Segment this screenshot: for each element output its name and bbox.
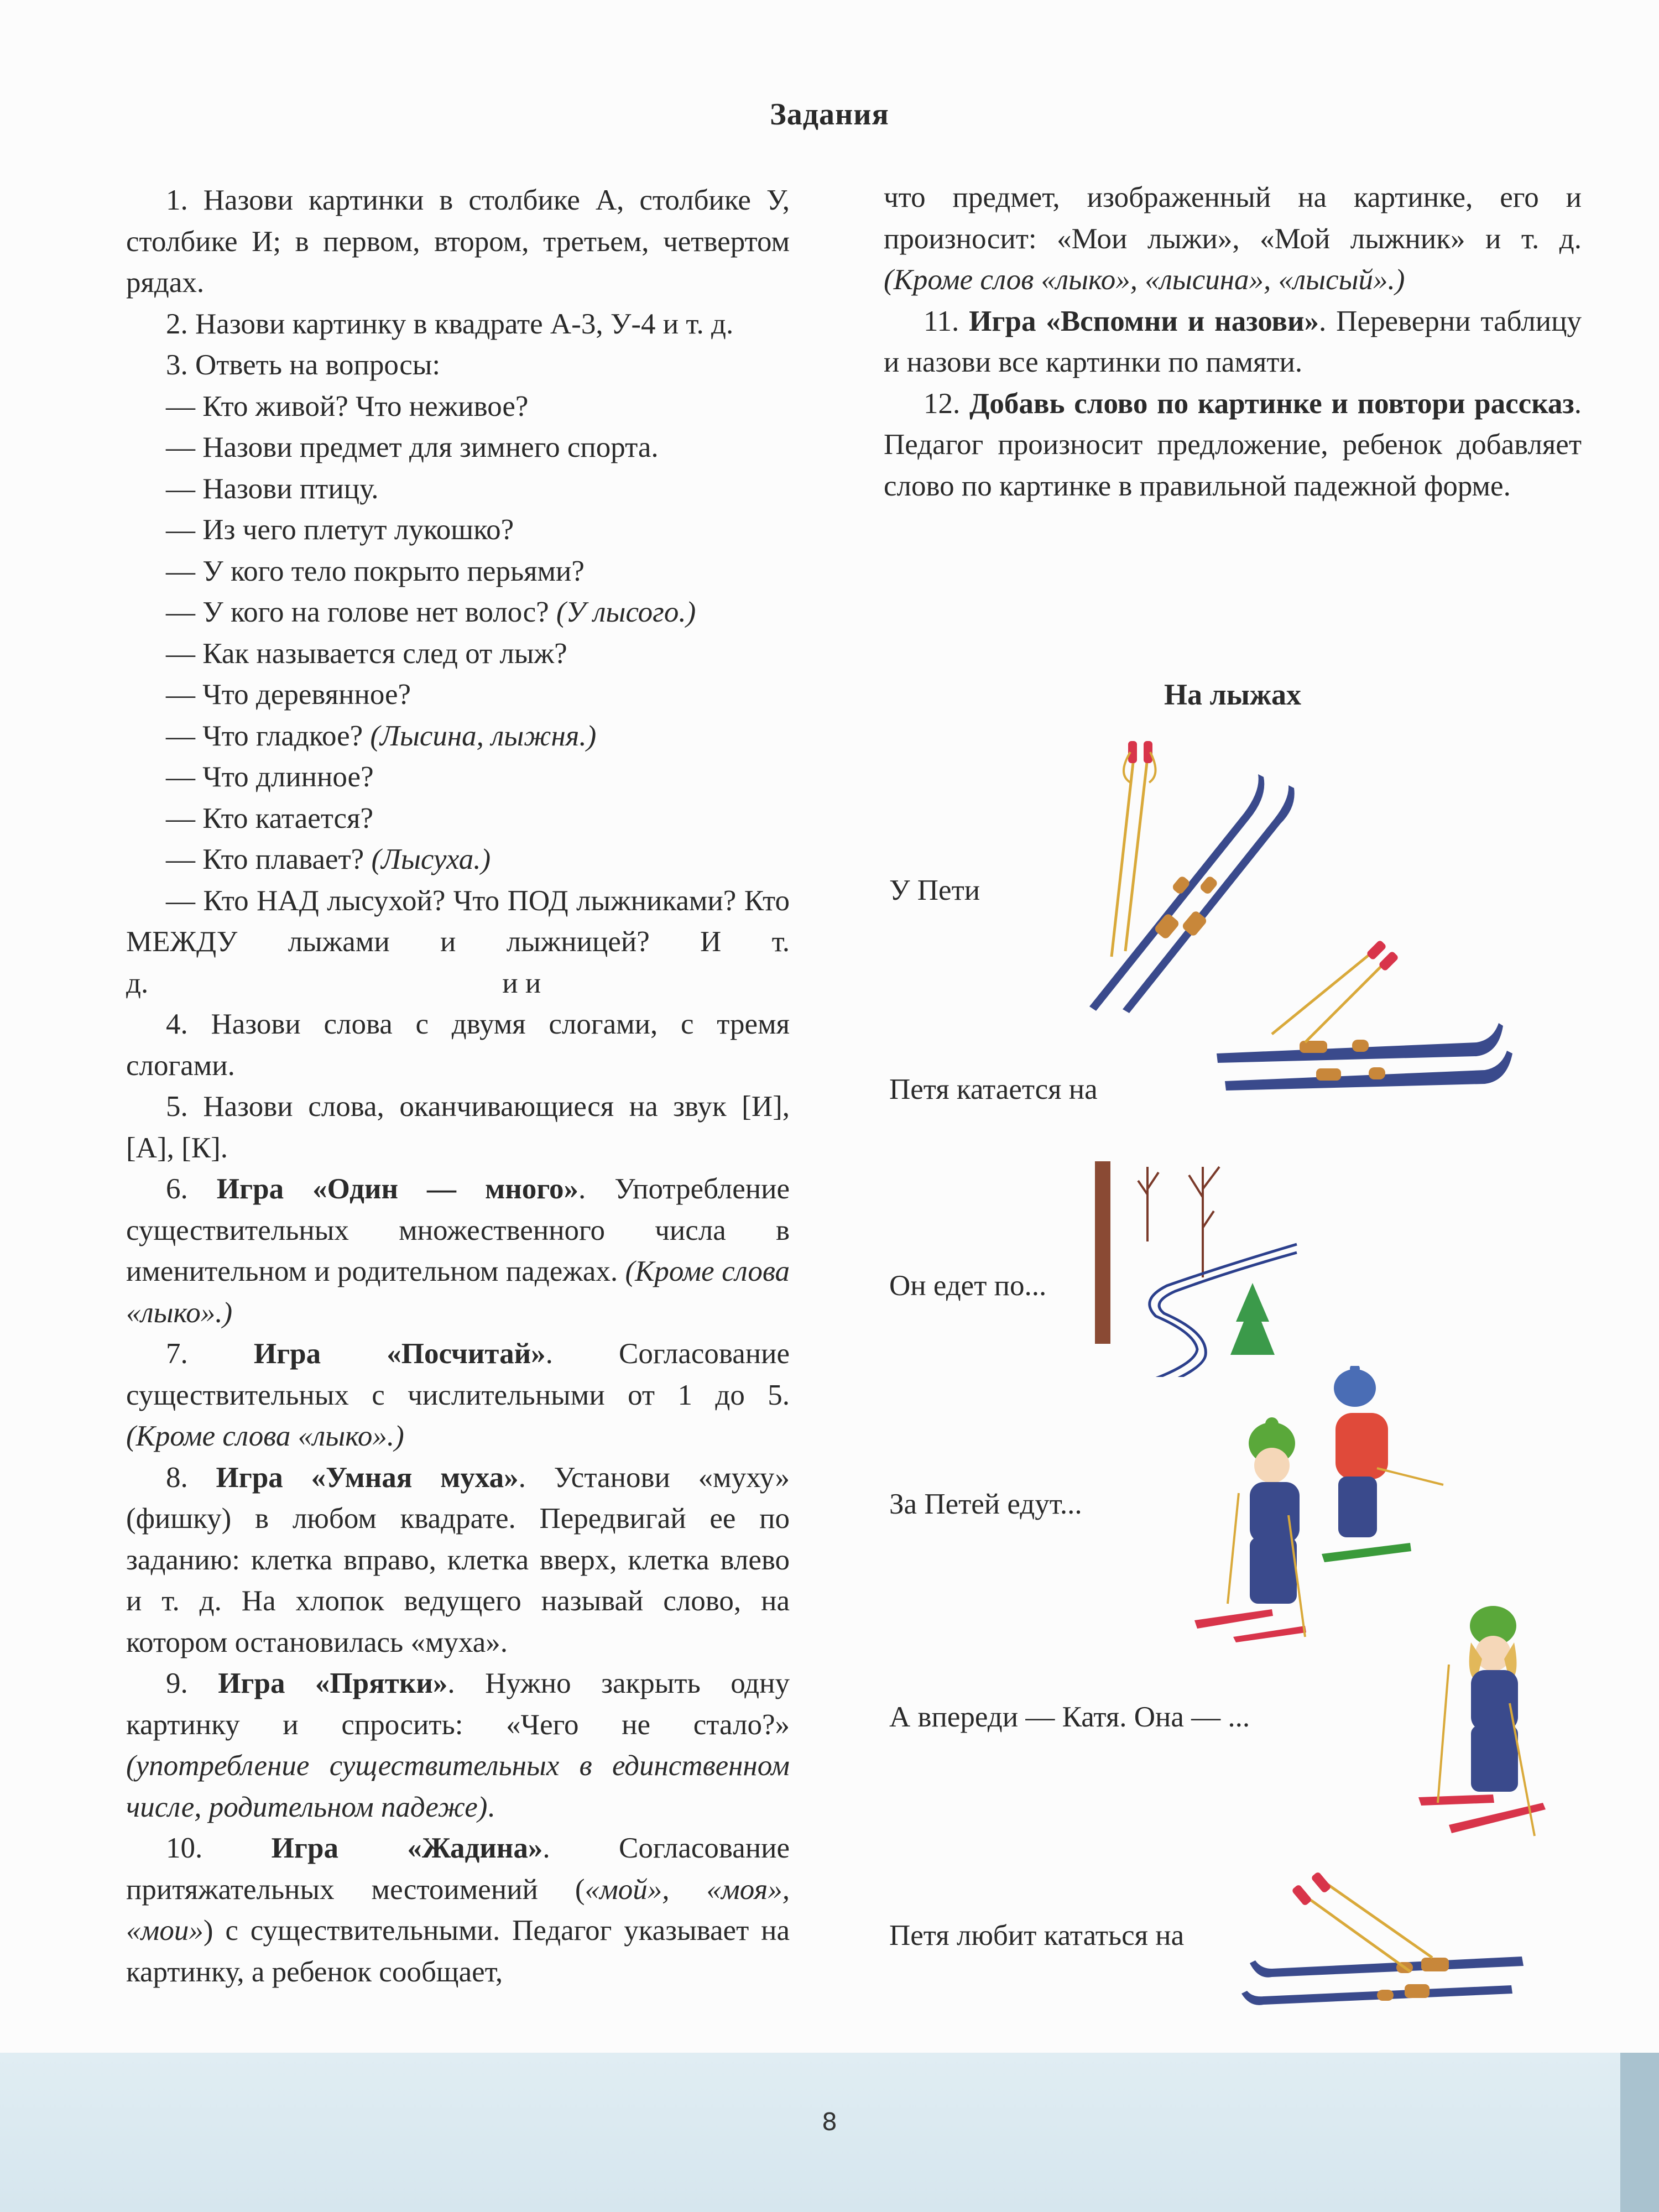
task-text: . Нужно закрыть одну картинку и спросить: «Чего не стало?» (126, 1667, 790, 1741)
task-number: 9. (166, 1667, 188, 1699)
answer-hint: (Лысина, лыжня.) (370, 719, 597, 752)
question: — Что деревянное? (166, 679, 411, 711)
task-text: что предмет, изображенный на картинке, его и произносит: «Мои лыжи», «Мой лыжник» и т. д. (884, 181, 1582, 255)
game-name: Игра «Посчитай» (253, 1338, 546, 1370)
task-text: . Согласование существительных с числительными от 1 до 5. (126, 1338, 790, 1411)
task-5: 5. Назови слова, оканчивающиеся на звук [И], [А], [К]. (126, 1091, 790, 1164)
ski-pole-icon (1291, 1871, 1432, 1971)
task-9 (126, 1663, 790, 1828)
girl-skier-picture (1416, 1604, 1559, 1847)
skis-and-poles-picture (1239, 1869, 1526, 2013)
ski-icon (1217, 1023, 1512, 1091)
task-3: 3. Ответь на вопросы: (166, 349, 441, 381)
ski-track-picture (1084, 1150, 1305, 1377)
question-text: — Кто НАД лысухой? Что ПОД лыжниками? Кто МЕЖДУ лыжами и лыжницей? И т. д. (126, 884, 790, 999)
task-note: (Кроме слов «лыко», «лысина», «лысый».) (884, 264, 1405, 296)
story-line: У Пети (889, 874, 980, 906)
game-name: Игра «Один — много» (216, 1173, 578, 1205)
question (126, 880, 790, 1004)
question-text: — Что гладкое? (166, 719, 363, 752)
bare-tree-icon (1138, 1167, 1219, 1277)
task-note: (Кроме слова «лыко».) (126, 1255, 790, 1329)
task-8 (126, 1457, 790, 1663)
skis-and-poles-picture (1211, 935, 1521, 1100)
game-name: Игра «Вспомни и назови» (969, 305, 1319, 337)
task-4: 4. Назови слова с двумя слогами, с тремя слогами. (126, 1008, 790, 1082)
question: — Кто живой? Что неживое? (166, 390, 529, 422)
question: — Назови птицу. (166, 472, 379, 505)
task-text: . Установи «муху» (фишку) в любом квадрате. Передвигай ее по заданию: клетка вправо, клетка вверх, клетка влево и т. д. На хлопок ведущего называй слово, на котором остановилась «муха». (126, 1461, 790, 1658)
task-text: . Согласование притяжательных местоимений ( (126, 1832, 790, 1906)
girl-skier-icon (1418, 1606, 1546, 1836)
ski-pole-icon (1112, 741, 1156, 957)
ski-track-icon (1089, 1244, 1297, 1377)
two-skiers-picture (1189, 1366, 1454, 1642)
tree-trunk-icon (1095, 1161, 1110, 1344)
answer-hint: (Лысуха.) (371, 843, 491, 875)
story-title: На лыжах (1164, 678, 1302, 711)
task-text: . Переверни таблицу и назови все картинки по памяти. (884, 305, 1582, 378)
task-2: 2. Назови картинку в квадрате А-3, У-4 и т. д. (166, 307, 734, 340)
question: — У кого тело покрыто перьями? (166, 555, 585, 587)
story-line: Он едет по... (889, 1270, 1047, 1302)
girl-skier-icon (1194, 1417, 1306, 1642)
task-6 (126, 1168, 790, 1333)
story-line: Петя катается на (889, 1073, 1098, 1105)
right-column (884, 177, 1582, 507)
task-12 (884, 383, 1582, 507)
boy-skier-icon (1322, 1366, 1443, 1562)
left-column (126, 180, 790, 1992)
story-line: За Петей едут... (889, 1488, 1082, 1520)
punctuation: . (487, 1791, 495, 1823)
task-number: 11. (924, 305, 959, 337)
question: — Из чего плетут лукошко? (166, 514, 514, 546)
game-name: Игра «Прятки» (218, 1667, 448, 1699)
task-text: . Педагог произносит предложение, ребенок добавляет слово по картинке в правильной падежной форме. (884, 387, 1582, 502)
task-note: (Кроме слова «лыко».) (126, 1420, 404, 1452)
task-number: 6. (166, 1173, 188, 1205)
question (126, 592, 790, 633)
task-10-continued (884, 177, 1582, 301)
task-text: ) с существительными. Педагог указывает на картинку, а ребенок сообщает, (126, 1914, 790, 1988)
story-line: Петя любит кататься на (889, 1919, 1185, 1952)
game-name: Добавь слово по картинке и повтори рассказ (969, 387, 1574, 420)
question (126, 716, 790, 757)
task-number: 10. (166, 1832, 203, 1864)
question: — Назови предмет для зимнего спорта. (166, 431, 659, 463)
question: — Кто катается? (166, 802, 373, 834)
task-number: 8. (166, 1461, 188, 1494)
story-line: А впереди — Катя. Она — ... (889, 1701, 1250, 1733)
page-title: Задания (770, 97, 889, 132)
pronouns: «мой», «моя», «мои» (126, 1873, 790, 1947)
task-11 (884, 301, 1582, 383)
task-10 (126, 1828, 790, 1992)
game-name: Игра «Жадина» (271, 1832, 543, 1864)
task-number: 7. (166, 1338, 188, 1370)
task-number: 12. (924, 387, 961, 420)
question: — Как называется след от лыж? (166, 637, 567, 670)
page-number: 8 (822, 2108, 837, 2136)
task-text: . Употребление существительных множественного числа в именительном и родительном падежах. (126, 1173, 790, 1287)
ski-icon (1241, 1957, 1524, 2005)
question-text: — Кто плавает? (166, 843, 364, 875)
stray-letters: и и (502, 967, 541, 999)
question (126, 839, 790, 880)
task-1: 1. Назови картинки в столбике А, столбике У, столбике И; в первом, втором, третьем, четвертом рядах. (126, 184, 790, 299)
task-7 (126, 1333, 790, 1457)
question-text: — У кого на голове нет волос? (166, 596, 549, 628)
question: — Что длинное? (166, 761, 374, 793)
game-name: Игра «Умная муха» (216, 1461, 519, 1494)
answer-hint: (У лысого.) (556, 596, 696, 628)
task-note: (употребление существительных в единственном числе, родительном падеже) (126, 1750, 790, 1823)
ski-pole-icon (1272, 940, 1399, 1042)
